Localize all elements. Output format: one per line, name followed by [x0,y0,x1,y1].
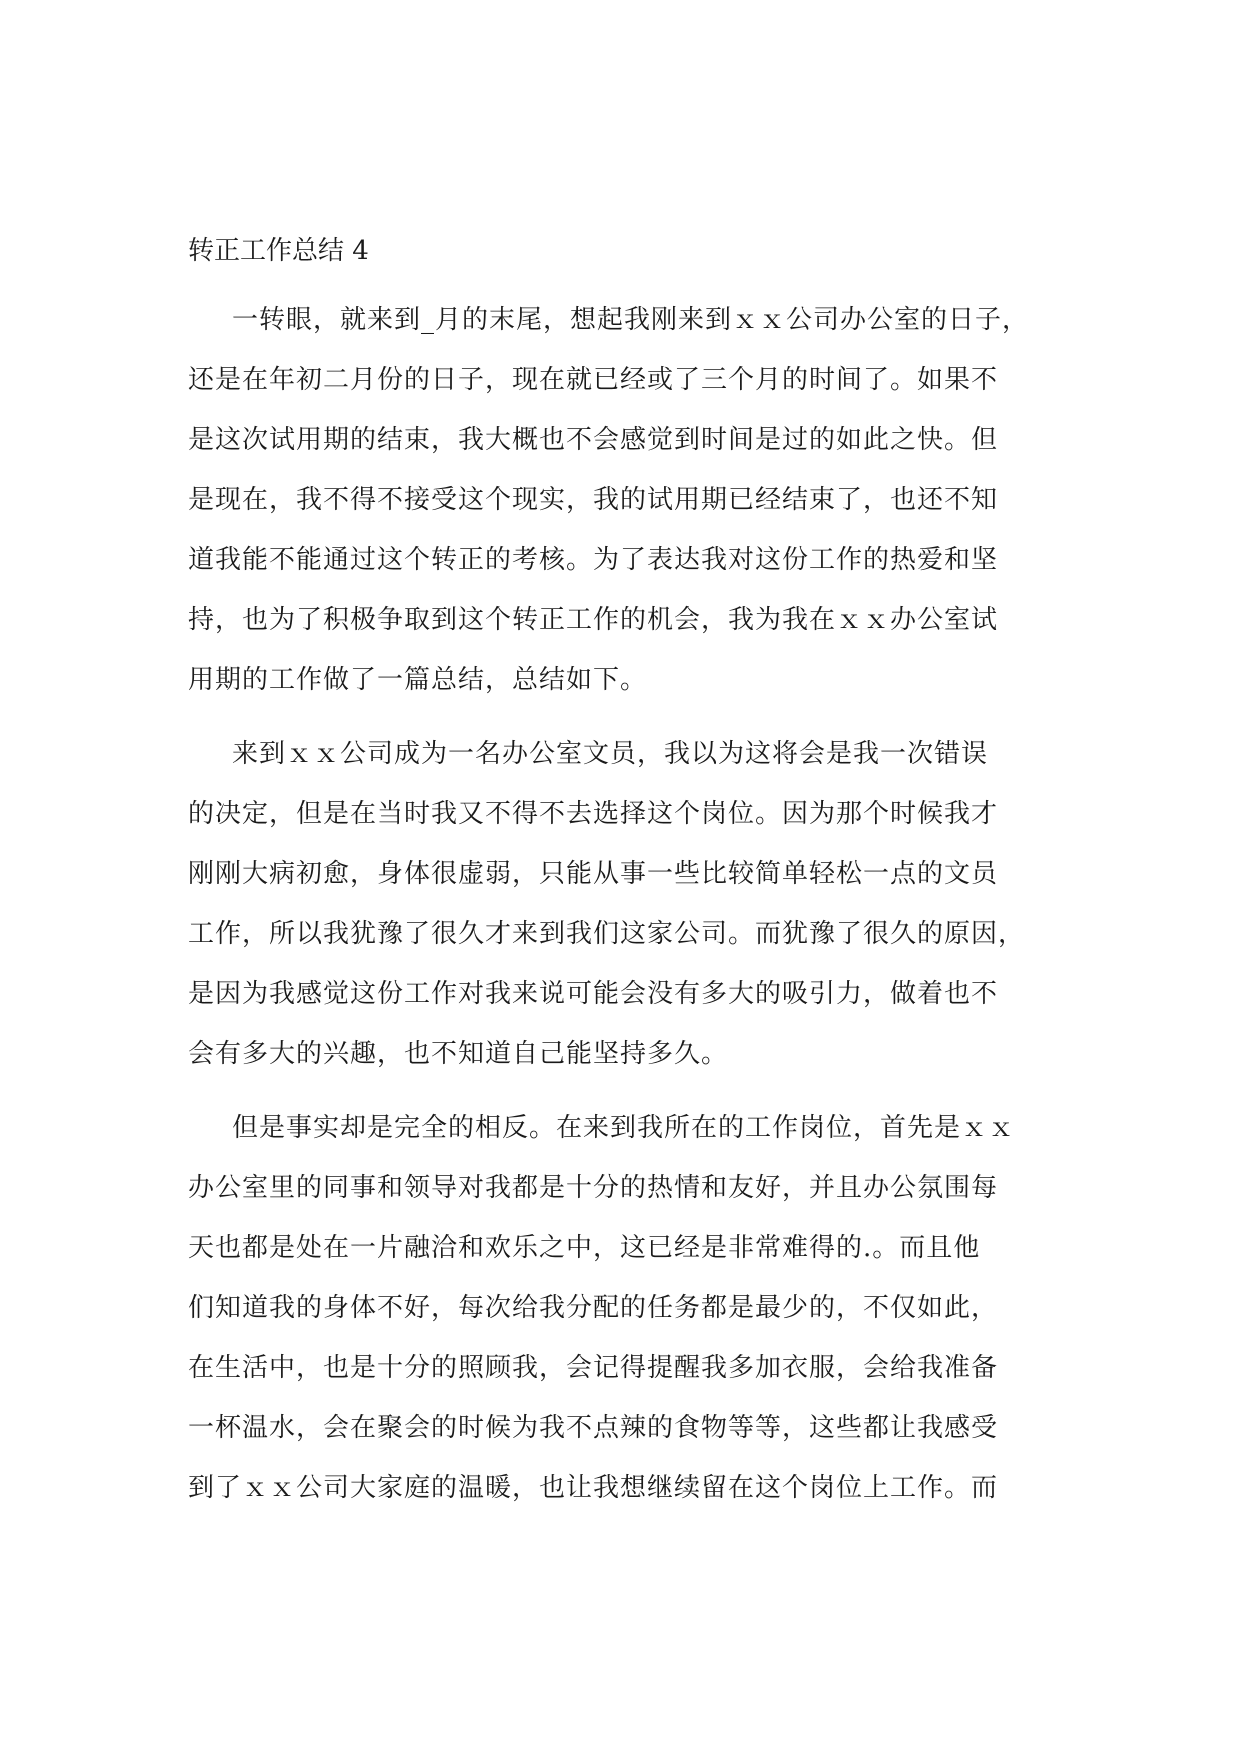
text-line: 到了ｘｘ公司大家庭的温暖，也让我想继续留在这个岗位上工作。而 [188,1473,999,1503]
text-line: 持，也为了积极争取到这个转正工作的机会，我为我在ｘｘ办公室试 [188,605,999,635]
paragraph-1 [188,290,1068,710]
text-line: 的决定，但是在当时我又不得不去选择这个岗位。因为那个时候我才 [188,799,999,829]
text-line: 但是事实却是完全的相反。在来到我所在的工作岗位，首先是ｘｘ [232,1113,1016,1143]
text-line: 来到ｘｘ公司成为一名办公室文员，我以为这将会是我一次错误 [232,739,989,769]
text-line: 刚刚大病初愈，身体很虚弱，只能从事一些比较简单轻松一点的文员 [188,859,999,889]
text-line: 会有多大的兴趣，也不知道自己能坚持多久。 [188,1039,729,1069]
paragraph-3 [188,1098,1068,1518]
text-line: 工作，所以我犹豫了很久才来到我们这家公司。而犹豫了很久的原因， [188,919,1026,949]
text-line: 办公室里的同事和领导对我都是十分的热情和友好，并且办公氛围每 [188,1173,999,1203]
document-title: 转正工作总结 4 [188,236,369,266]
text-line: 是因为我感觉这份工作对我来说可能会没有多大的吸引力，做着也不 [188,979,999,1009]
text-line: 们知道我的身体不好，每次给我分配的任务都是最少的，不仅如此， [188,1293,999,1323]
text-line: 是现在，我不得不接受这个现实，我的试用期已经结束了，也还不知 [188,485,999,515]
text-line: 是这次试用期的结束，我大概也不会感觉到时间是过的如此之快。但 [188,425,999,455]
document-body [188,226,1068,1532]
text-line: 在生活中，也是十分的照顾我，会记得提醒我多加衣服，会给我准备 [188,1353,999,1383]
text-line: 还是在年初二月份的日子，现在就已经或了三个月的时间了。如果不 [188,365,999,395]
text-line: 用期的工作做了一篇总结，总结如下。 [188,665,648,695]
text-line: 道我能不能通过这个转正的考核。为了表达我对这份工作的热爱和坚 [188,545,999,575]
text-line: 一转眼，就来到_月的末尾，想起我刚来到ｘｘ公司办公室的日子， [232,305,1030,335]
text-line: 天也都是处在一片融洽和欢乐之中，这已经是非常难得的.。而且他 [188,1233,981,1263]
text-line: 一杯温水，会在聚会的时候为我不点辣的食物等等，这些都让我感受 [188,1413,999,1443]
paragraph-2 [188,724,1068,1084]
